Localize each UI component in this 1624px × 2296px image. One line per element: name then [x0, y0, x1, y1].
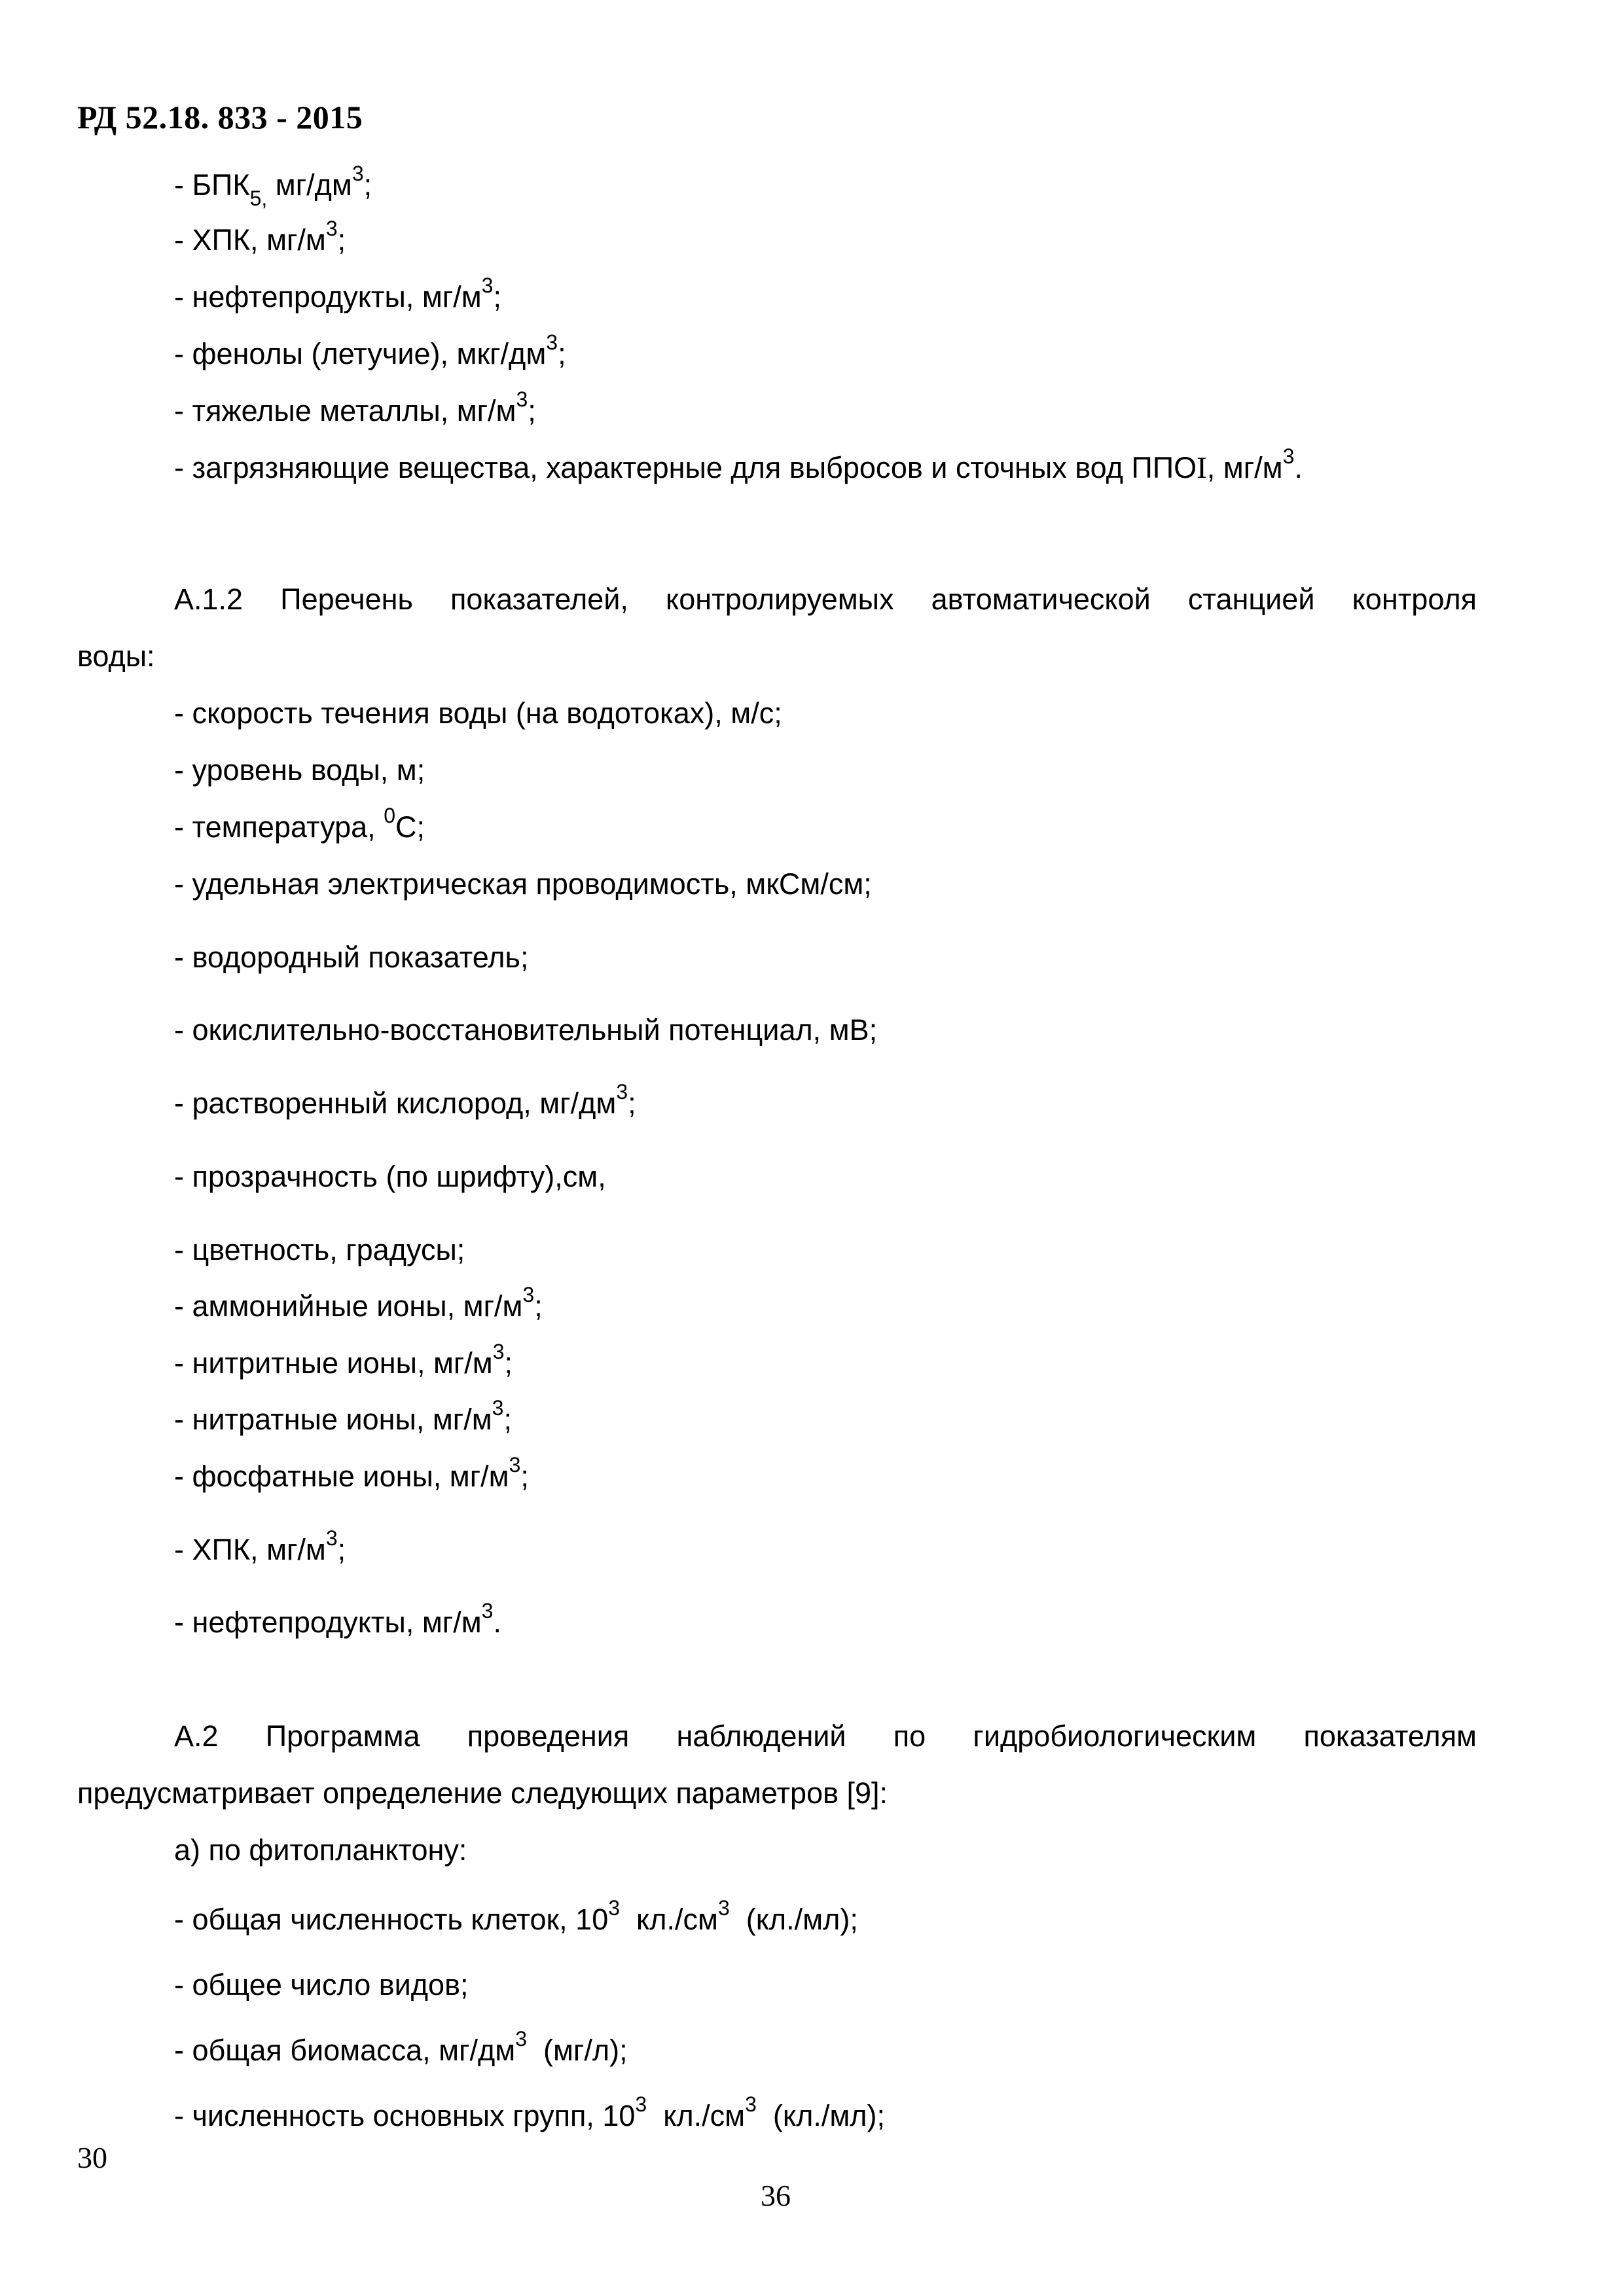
list-item-phenol: - фенолы (летучие), мкг/$дм^3$;: [174, 331, 566, 370]
list-item-ammonium: - аммонийные ионы, $мг/м^3$;: [174, 1283, 543, 1323]
list-item-level: - уровень воды, м;: [174, 753, 425, 787]
list-item-pollutants: - загрязняющие вещества, характерные для выбросов и сточных вод ППОI, $мг/м^3$.: [174, 444, 1303, 485]
list-item-biomass: - общая биомасса, $мг/дм^3$ (мг/л);: [174, 2027, 628, 2067]
list-item-temperature: - температура, $^0$С;: [174, 804, 425, 844]
section-a2-paragraph-continued: предусматривает определение следующих параметров [9]:: [77, 1776, 888, 1810]
list-item-oil-auto: - нефтепродукты, $мг/м^3$.: [174, 1599, 501, 1639]
list-item-bpk: - $БПК_{5,}$ $мг/дм^3$;: [174, 162, 372, 210]
list-item-ph: - водородный показатель;: [174, 941, 529, 974]
list-item-species-count: - общее число видов;: [174, 1968, 469, 2001]
list-item-oil: - нефтепродукты, $мг/м^3$;: [174, 274, 501, 314]
section-a12-paragraph: А.1.2 Перечень показателей, контролируемых автоматической станцией контроля: [174, 583, 1477, 616]
list-item-nitrite: - нитритные ионы, $мг/м^3$;: [174, 1340, 513, 1380]
list-item-group-count: - численность основных групп, $10^3$ $кл./см^3$ (кл./мл);: [174, 2092, 886, 2132]
list-item-cell-count: - общая численность клеток, $10^3$ $кл./см^3$ (кл./мл);: [174, 1896, 858, 1936]
page-number: 36: [761, 2179, 791, 2212]
list-item-color: - цветность, градусы;: [174, 1233, 465, 1266]
subsection-phytoplankton: а) по фитопланктону:: [174, 1833, 467, 1867]
list-item-redox: - окислительно-восстановительный потенциал, мВ;: [174, 1013, 878, 1047]
section-a12-paragraph-continued: воды:: [77, 639, 155, 673]
list-item-metals: - тяжелые металлы, $мг/м^3$;: [174, 387, 536, 427]
list-item-oxygen: - растворенный кислород, $мг/дм^3$;: [174, 1080, 636, 1120]
list-item-conductivity: - удельная электрическая проводимость, мкСм/см;: [174, 867, 872, 901]
document-code: РД 52.18. 833 - 2015: [77, 99, 363, 135]
list-item-hpk-auto: - ХПК, $мг/м^3$;: [174, 1526, 346, 1566]
list-item-nitrate: - нитратные ионы, $мг/м^3$;: [174, 1396, 512, 1436]
list-item-speed: - скорость течения воды (на водотоках), м/с;: [174, 696, 782, 730]
section-a2-paragraph: А.2 Программа проведения наблюдений по гидробиологическим показателям: [174, 1719, 1477, 1753]
list-item-transparency: - прозрачность (по шрифту),см,: [174, 1160, 606, 1193]
page-number-original: 30: [77, 2141, 107, 2174]
list-item-phosphate: - фосфатные ионы, $мг/м^3$;: [174, 1453, 529, 1493]
list-item-hpk: - ХПК, $мг/м^3$;: [174, 217, 346, 257]
